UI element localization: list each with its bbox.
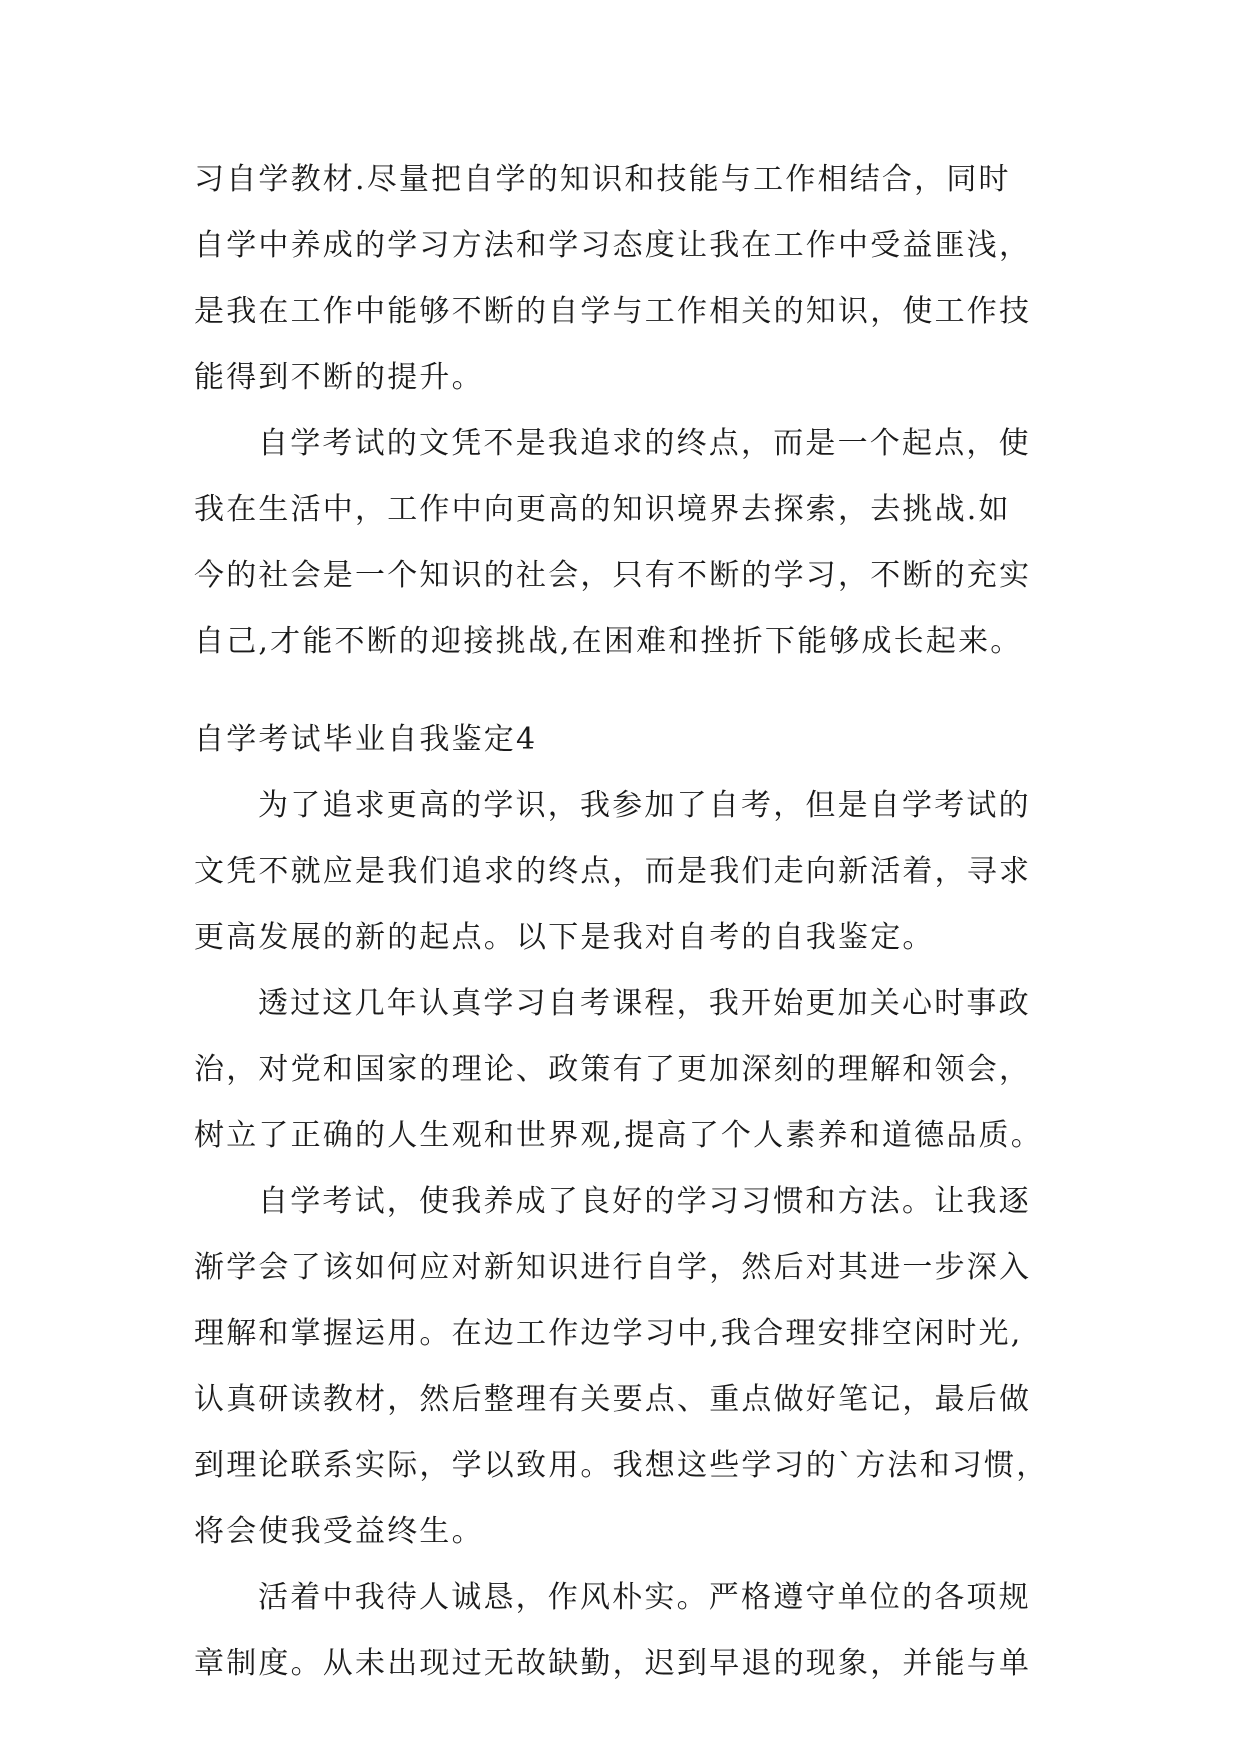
- paragraph-first-line: 自学考试的文凭不是我追求的终点，而是一个起点，使: [258, 426, 1031, 461]
- text-line: 将会使我受益终生。: [194, 1514, 484, 1549]
- text-line: 渐学会了该如何应对新知识进行自学，然后对其进一步深入: [194, 1250, 1032, 1285]
- paragraph-first-line: 为了追求更高的学识，我参加了自考，但是自学考试的: [258, 788, 1031, 823]
- text-line: 理解和掌握运用。在边工作边学习中,我合理安排空闲时光,: [194, 1316, 1023, 1351]
- text-line: 习自学教材.尽量把自学的知识和技能与工作相结合，同时: [194, 162, 1011, 197]
- text-line: 治，对党和国家的理论、政策有了更加深刻的理解和领会，: [194, 1052, 1032, 1087]
- paragraph-first-line: 自学考试，使我养成了良好的学习习惯和方法。让我逐: [258, 1184, 1031, 1219]
- text-line: 认真研读教材，然后整理有关要点、重点做好笔记，最后做: [194, 1382, 1032, 1417]
- text-line: 自己,才能不断的迎接挑战,在困难和挫折下能够成长起来。: [194, 624, 1023, 659]
- text-line: 更高发展的新的起点。以下是我对自考的自我鉴定。: [194, 920, 935, 955]
- text-line: 是我在工作中能够不断的自学与工作相关的知识，使工作技: [194, 294, 1032, 329]
- section-heading: 自学考试毕业自我鉴定4: [194, 722, 538, 757]
- text-line: 文凭不就应是我们追求的终点，而是我们走向新活着，寻求: [194, 854, 1032, 889]
- text-line: 树立了正确的人生观和世界观,提高了个人素养和道德品质。: [194, 1118, 1043, 1153]
- text-line: 能得到不断的提升。: [194, 360, 484, 395]
- text-line: 今的社会是一个知识的社会，只有不断的学习，不断的充实: [194, 558, 1032, 593]
- text-line: 我在生活中，工作中向更高的知识境界去探索，去挑战.如: [194, 492, 1011, 527]
- text-line: 自学中养成的学习方法和学习态度让我在工作中受益匪浅，: [194, 228, 1032, 263]
- text-line: 章制度。从未出现过无故缺勤，迟到早退的现象，并能与单: [194, 1646, 1032, 1681]
- text-line: 到理论联系实际，学以致用。我想这些学习的`方法和习惯，: [194, 1448, 1049, 1483]
- paragraph-first-line: 活着中我待人诚恳，作风朴实。严格遵守单位的各项规: [258, 1580, 1031, 1615]
- paragraph-first-line: 透过这几年认真学习自考课程，我开始更加关心时事政: [258, 986, 1031, 1021]
